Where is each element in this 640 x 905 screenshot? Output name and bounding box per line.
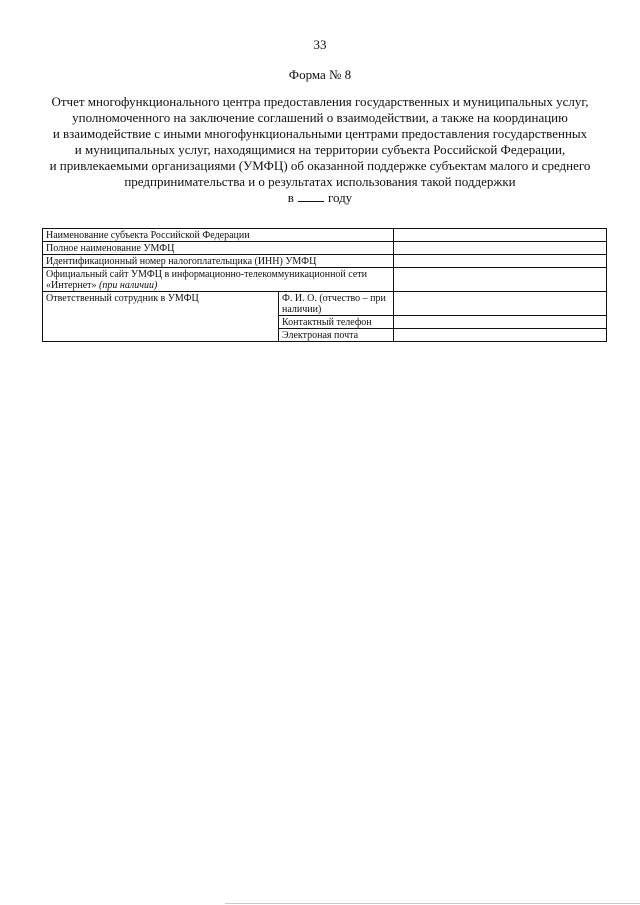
report-title-line: уполномоченного на заключение соглашений о взаимодействии, а также на координацию: [72, 110, 568, 125]
report-title-line: и привлекаемыми организациями (УМФЦ) об оказанной поддержке субъектам малого и среднего: [49, 158, 591, 173]
row-label-full-name: Полное наименование УМФЦ: [43, 242, 394, 255]
row-label-region: Наименование субъекта Российской Федерации: [43, 229, 394, 242]
value-cell-inn[interactable]: [394, 255, 607, 268]
website-label-note: (при наличии): [99, 280, 158, 291]
value-cell-full-name[interactable]: [394, 242, 607, 255]
table-row: [43, 268, 607, 292]
year-blank-field[interactable]: [298, 190, 324, 202]
report-title-line: и муниципальных услуг, находящимися на территории субъекта Российской Федерации,: [74, 142, 566, 157]
sub-label-email: Электроная почта: [279, 329, 394, 342]
report-title-line: предпринимательства и о результатах использования такой поддержки: [124, 174, 516, 189]
value-cell-region[interactable]: [394, 229, 607, 242]
table-row: [43, 229, 607, 242]
row-label-responsible-employee: Ответственный сотрудник в УМФЦ: [43, 292, 279, 342]
page-number: 33: [313, 37, 327, 52]
sub-label-phone: Контактный телефон: [279, 316, 394, 329]
umfc-info-table: [42, 228, 607, 342]
table-row: [43, 292, 607, 316]
table-row: [43, 242, 607, 255]
report-title: [40, 94, 600, 190]
form-title: Форма № 8: [288, 67, 352, 82]
year-suffix: году: [327, 190, 353, 205]
value-cell-phone[interactable]: [394, 316, 607, 329]
report-title-line: и взаимодействие с иными многофункциональными центрами предоставления государственных: [52, 126, 588, 141]
scan-edge-line: [225, 903, 640, 904]
report-year-line: [0, 190, 640, 206]
row-label-website: [43, 268, 394, 292]
sub-label-full-name: Ф. И. О. (отчество – при наличии): [279, 292, 394, 316]
row-label-inn: Идентификационный номер налогоплательщика (ИНН) УМФЦ: [43, 255, 394, 268]
table-row: [43, 255, 607, 268]
value-cell-email[interactable]: [394, 329, 607, 342]
value-cell-website[interactable]: [394, 268, 607, 292]
year-prefix: в: [287, 190, 294, 205]
website-label-text: Официальный сайт УМФЦ в информационно-телекоммуникационной сети «Интернет»: [46, 269, 368, 291]
value-cell-employee-name[interactable]: [394, 292, 607, 316]
report-title-line: Отчет многофункционального центра предоставления государственных и муниципальных услуг,: [51, 94, 589, 109]
